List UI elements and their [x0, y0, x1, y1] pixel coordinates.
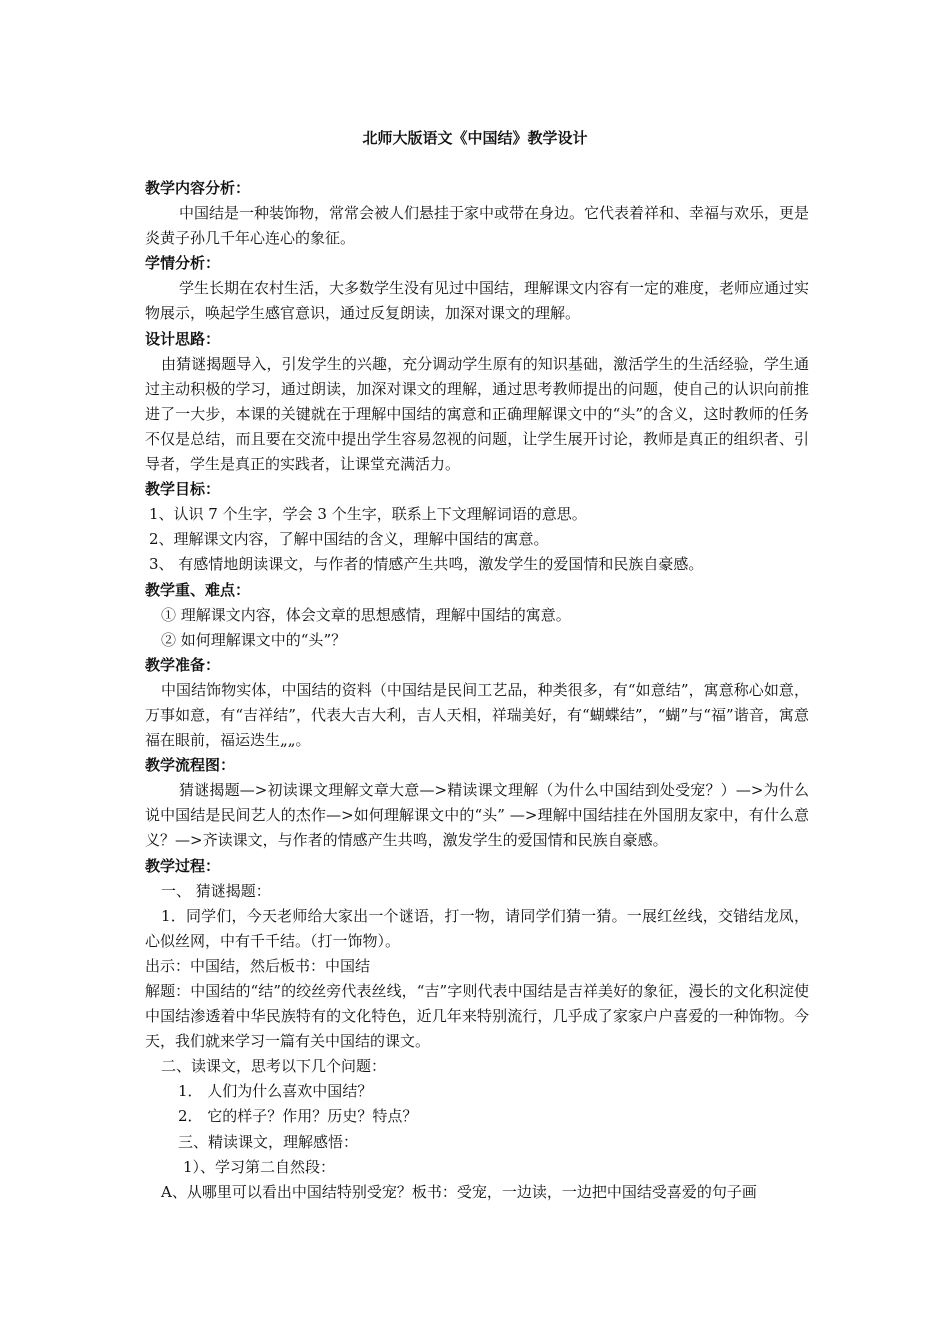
question-item: 2． 它的样子？作用？历史？特点？ — [178, 1107, 418, 1126]
heading-goals: 教学目标： — [145, 480, 221, 499]
goal-item: 3、 有感情地朗读课文，与作者的情感产生共鸣，激发学生的爱国情和民族自豪感。 — [149, 555, 704, 574]
paragraph-design-idea: 由猜谜揭题导入，引发学生的兴趣，充分调动学生原有的知识基础，激活学生的生活经验，学生通过主动积极的学习，通过朗读，加深对课文的理解，通过思考教师提出的问题，使自己的认识向前推进了一大步，本课的关键就在于理解中国结的寓意和正确理解课文中的“头”的含义，这时教师的任务不仅是总结，而且要在交流中提出学生容易忽视的问题，让学生展开讨论，教师是真正的组织者、引导者，学生是真正的实践者，让课堂充满活力。 — [145, 354, 809, 474]
paragraph-flow: 猜谜揭题—>初读课文理解文章大意—>精读课文理解（为什么中国结到处受宠？）—>为什么说中国结是民间艺人的杰作—>如何理解课文中的“头” —>理解中国结挂在外国朋友家中，有什么意义？—>齐读课文，与作者的情感产生共鸣，激发学生的爱国情和民族自豪感。 — [145, 781, 809, 850]
key-point-item: ② 如何理解课文中的“头”？ — [161, 630, 347, 649]
goal-item: 2、理解课文内容，了解中国结的含义，理解中国结的寓意。 — [149, 530, 549, 549]
key-point-item: ① 理解课文内容，体会文章的思想感情，理解中国结的寓意。 — [161, 605, 571, 624]
paragraph-sub-a: A、从哪里可以看出中国结特别受宠？板书：受宠，一边读，一边把中国结受喜爱的句子画 — [161, 1182, 757, 1201]
paragraph-show: 出示：中国结，然后板书：中国结 — [145, 956, 371, 975]
step-title: 二、读课文，思考以下几个问题： — [161, 1057, 387, 1076]
step-title: 一、 猜谜揭题： — [161, 881, 271, 900]
paragraph-student-analysis: 学生长期在农村生活，大多数学生没有见过中国结，理解课文内容有一定的难度，老师应通过实物展示，唤起学生感官意识，通过反复朗读，加深对课文的理解。 — [145, 279, 810, 323]
document-body — [145, 176, 809, 1205]
step-title: 三、精读课文，理解感悟： — [178, 1132, 359, 1151]
paragraph-preparation: 中国结饰物实体，中国结的资料（中国结是民间工艺品，种类很多，有“如意结”，寓意称心如意，万事如意，有“吉祥结”，代表大吉大利，吉人天相，祥瑞美好，有“蝴蝶结”，“蝴”与“福”谐音，寓意福在眼前，福运迭生„„。 — [145, 680, 809, 750]
goal-item: 1、认识 7 个生字，学会 3 个生字，联系上下文理解词语的意思。 — [149, 505, 587, 524]
heading-process: 教学过程： — [145, 856, 221, 875]
heading-flow: 教学流程图： — [145, 756, 236, 775]
sub-step-title: 1）、学习第二自然段： — [183, 1157, 336, 1176]
heading-student-analysis: 学情分析： — [145, 254, 221, 273]
heading-design-idea: 设计思路： — [145, 329, 221, 348]
paragraph-content-analysis: 中国结是一种装饰物，常常会被人们悬挂于家中或带在身边。它代表着祥和、幸福与欢乐，更是炎黄子孙几千年心连心的象征。 — [145, 204, 810, 248]
paragraph-explain: 解题：中国结的“结”的绞丝旁代表丝线，“吉”字则代表中国结是吉祥美好的象征，漫长的文化积淀使中国结渗透着中华民族特有的文化特色，近几年来特别流行，几乎成了家家户户喜爱的一种饰物。今天，我们就来学习一篇有关中国结的课文。 — [145, 982, 809, 1051]
paragraph-riddle: 1．同学们，今天老师给大家出一个谜语，打一物，请同学们猜一猜。一展红丝线，交错结龙凤，心似丝网，中有千千结。（打一饰物）。 — [145, 906, 809, 950]
question-item: 1． 人们为什么喜欢中国结？ — [178, 1082, 373, 1101]
document-title: 北师大版语文《中国结》教学设计 — [362, 129, 588, 147]
heading-key-points: 教学重、难点： — [145, 580, 251, 599]
heading-content-analysis: 教学内容分析： — [145, 179, 251, 197]
heading-preparation: 教学准备： — [145, 655, 221, 674]
